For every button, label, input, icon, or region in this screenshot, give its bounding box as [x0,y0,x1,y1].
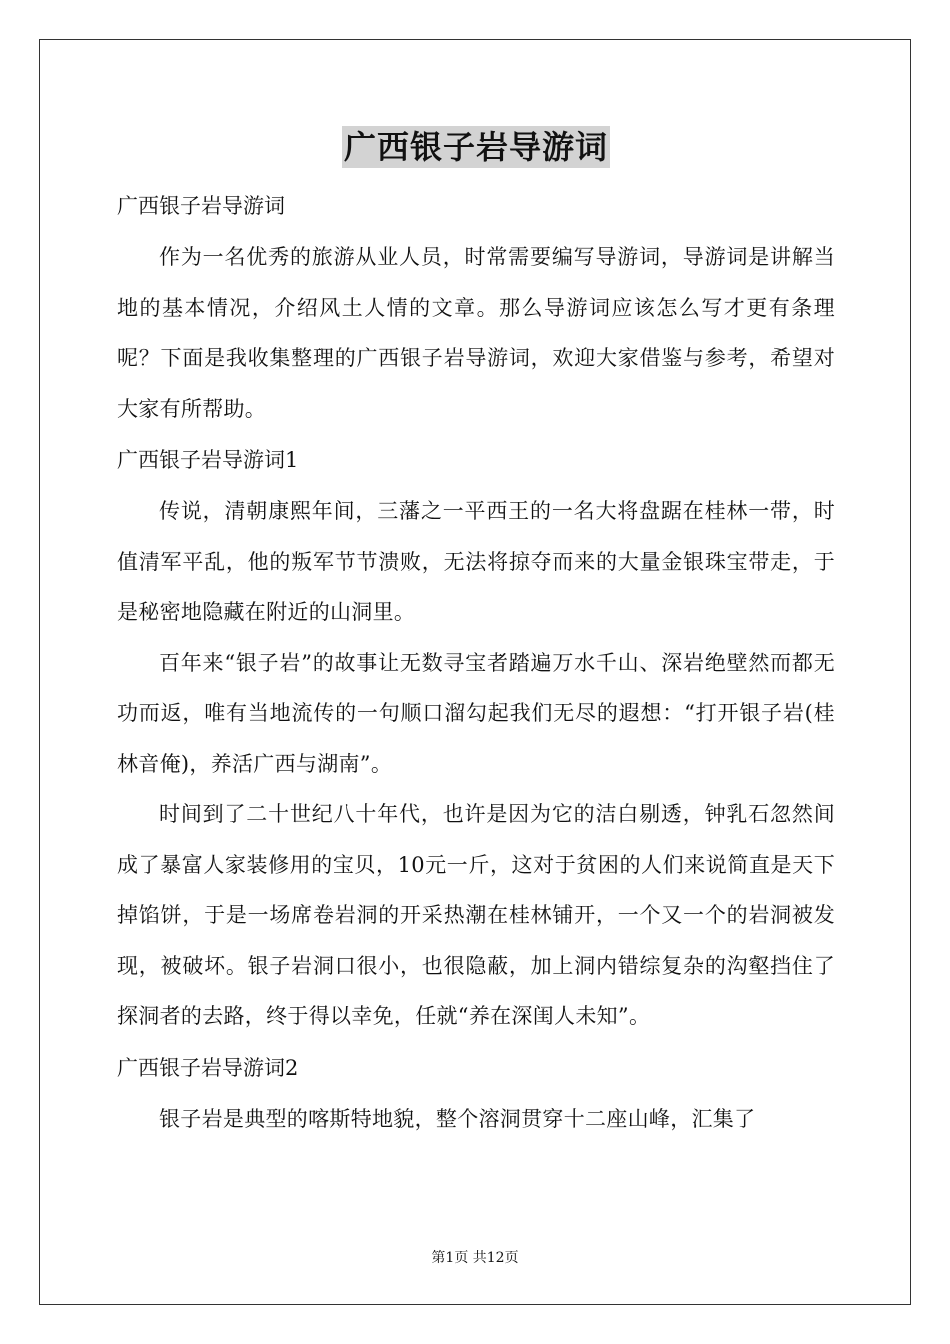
section-heading: 广西银子岩导游词1 [117,448,299,472]
paragraph: 时间到了二十世纪八十年代，也许是因为它的洁白剔透，钟乳石忽然间成了暴富人家装修用的宝贝，10元一斤，这对于贫困的人们来说简直是天下掉馅饼，于是一场席卷岩洞的开采热潮在桂林铺开，一个又一个的岩洞被发现，被破坏。银子岩洞口很小，也很隐蔽，加上洞内错综复杂的沟壑挡住了探洞者的去路，终于得以幸免，任就“养在深闺人未知”。 [117,802,835,1028]
document-title: 广西银子岩导游词 [343,128,608,166]
section-heading: 广西银子岩导游词2 [117,1055,299,1080]
paragraph: 作为一名优秀的旅游从业人员，时常需要编写导游词，导游词是讲解当地的基本情况，介绍风土人情的文章。那么导游词应该怎么写才更有条理呢？下面是我收集整理的广西银子岩导游词，欢迎大家借鉴与参考，希望对大家有所帮助。 [117,245,835,421]
paragraph: 传说，清朝康熙年间，三藩之一平西王的一名大将盘踞在桂林一带，时值清军平乱，他的叛军节节溃败，无法将掠夺而来的大量金银珠宝带走，于是秘密地隐藏在附近的山洞里。 [117,499,835,624]
section-heading: 广西银子岩导游词 [117,194,285,218]
paragraph: 银子岩是典型的喀斯特地貌，整个溶洞贯穿十二座山峰，汇集了 [159,1106,756,1131]
page-number-footer: 第1页 共12页 [431,1250,519,1266]
paragraph: 百年来“银子岩”的故事让无数寻宝者踏遍万水千山、深岩绝壁然而都无功而返，唯有当地流传的一句顺口溜勾起我们无尽的遐想：“打开银子岩(桂林音俺)，养活广西与湖南”。 [117,650,835,776]
title-container [117,126,835,172]
document-body [117,126,835,1144]
